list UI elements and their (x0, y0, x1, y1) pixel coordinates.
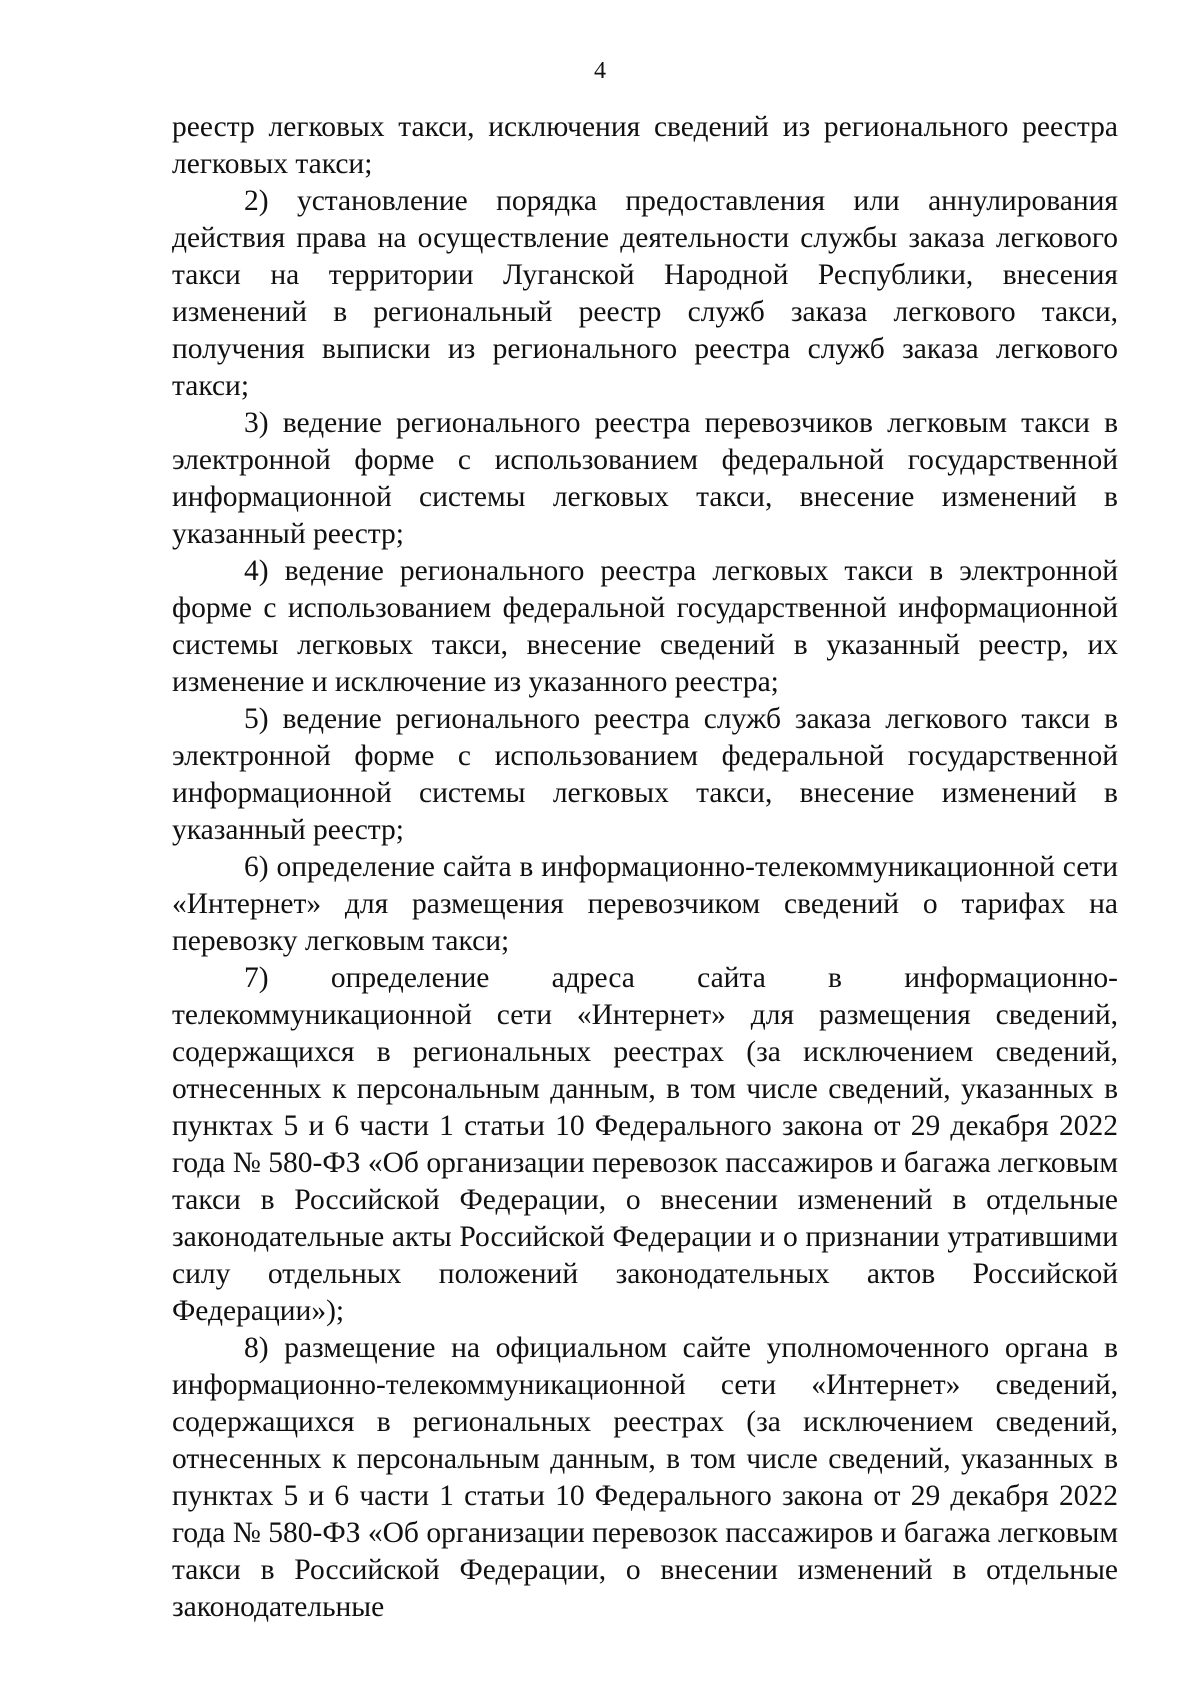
paragraph-continuation: реестр легковых такси, исключения сведений из регионального реестра легковых такси; (172, 111, 1118, 180)
paragraph-item-7: 7) определение адреса сайта в информационно-телекоммуникационной сети «Интернет» для размещения сведений, содержащихся в региональных реестрах (за исключением сведений, отнесенных к персональным данным, в том числе сведений, указанных в пунктах 5 и 6 части 1 статьи 10 Федерального закона от 29 декабря 2022 года № 580-ФЗ «Об организации перевозок пассажиров и багажа легковым такси в Российской Федерации, о внесении изменений в отдельные законодательные акты Российской Федерации и о признании утратившими силу отдельных положений законодательных актов Российской Федерации»); (172, 962, 1118, 1327)
paragraph-item-2: 2) установление порядка предоставления или аннулирования действия права на осуществление деятельности службы заказа легкового такси на территории Луганской Народной Республики, внесения изменений в региональный реестр служб заказа легкового такси, получения выписки из регионального реестра служб заказа легкового такси; (172, 185, 1118, 402)
document-body (172, 109, 1118, 1626)
paragraph-item-4: 4) ведение регионального реестра легковых такси в электронной форме с использованием федеральной государственной информационной системы легковых такси, внесение сведений в указанный реестр, их изменение и исключение из указанного реестра; (172, 555, 1118, 698)
paragraph-item-6: 6) определение сайта в информационно-телекоммуникационной сети «Интернет» для размещения перевозчиком сведений о тарифах на перевозку легковым такси; (172, 851, 1118, 957)
paragraph-item-8: 8) размещение на официальном сайте уполномоченного органа в информационно-телекоммуникационной сети «Интернет» сведений, содержащихся в региональных реестрах (за исключением сведений, отнесенных к персональным данным, в том числе сведений, указанных в пунктах 5 и 6 части 1 статьи 10 Федерального закона от 29 декабря 2022 года № 580-ФЗ «Об организации перевозок пассажиров и багажа легковым такси в Российской Федерации, о внесении изменений в отдельные законодательные (172, 1332, 1118, 1623)
paragraph-item-3: 3) ведение регионального реестра перевозчиков легковым такси в электронной форме с использованием федеральной государственной информационной системы легковых такси, внесение изменений в указанный реестр; (172, 407, 1118, 550)
page-number: 4 (594, 58, 606, 84)
paragraph-item-5: 5) ведение регионального реестра служб заказа легкового такси в электронной форме с использованием федеральной государственной информационной системы легковых такси, внесение изменений в указанный реестр; (172, 703, 1118, 846)
